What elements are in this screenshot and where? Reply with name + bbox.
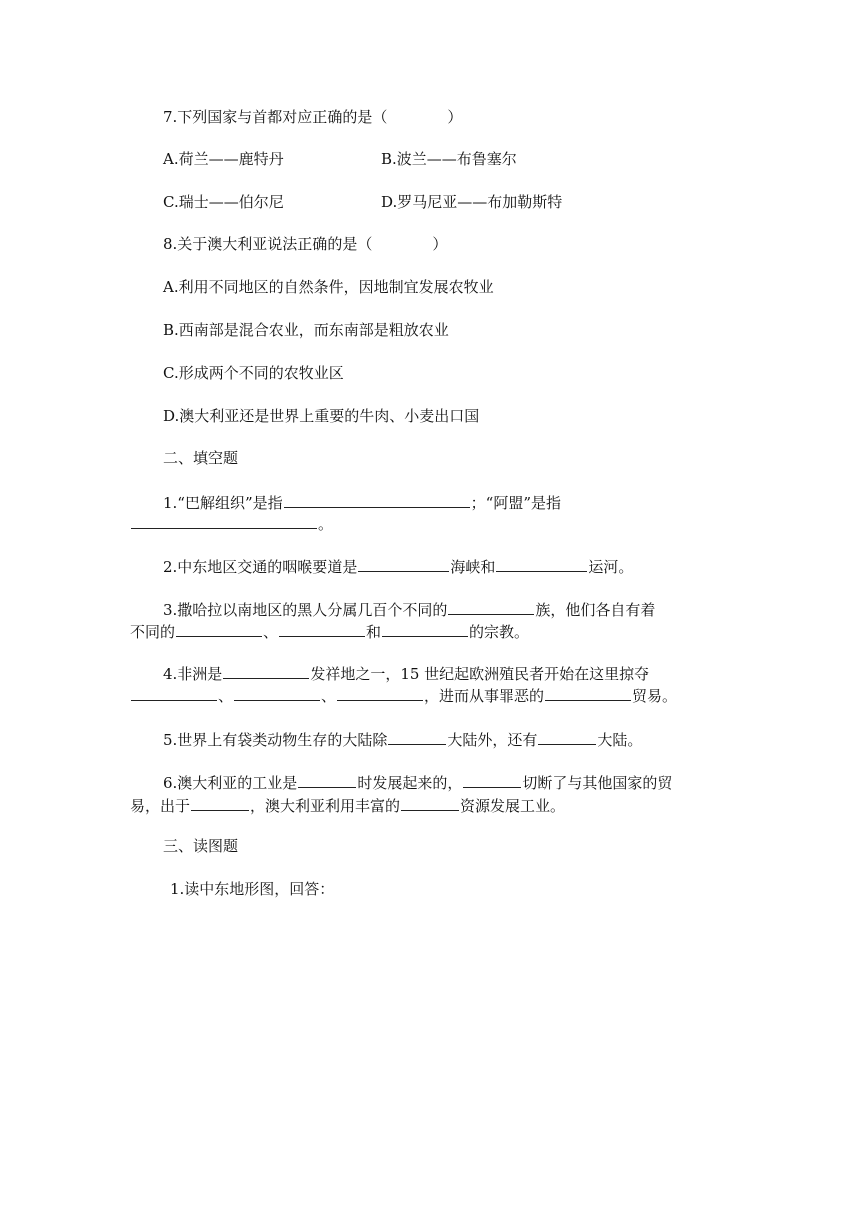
- fill-4-line1: [163, 662, 649, 684]
- fill-4-blank-1[interactable]: [223, 662, 309, 679]
- fill-4-blank-4[interactable]: [337, 684, 423, 701]
- fill-2-text: 运河。: [588, 558, 634, 576]
- fill-2-text: 2.中东地区交通的咽喉要道是: [163, 558, 358, 576]
- fill-3-line1: [163, 598, 655, 620]
- fill-3-blank-1[interactable]: [448, 598, 534, 615]
- fill-3-text: 族，他们各自有着: [535, 601, 656, 619]
- fill-1-text: ；“阿盟”是指: [470, 494, 561, 512]
- fill-3-text: 3.撒哈拉以南地区的黑人分属几百个不同的: [163, 601, 448, 619]
- fill-6-blank-1[interactable]: [298, 771, 356, 788]
- fill-1-blank-1[interactable]: [284, 491, 470, 508]
- fill-4-text: 发祥地之一，15 世纪起欧洲殖民者开始在这里掠夺: [310, 665, 650, 683]
- fill-2-text: 海峡和: [450, 558, 496, 576]
- fill-6-text: 资源发展工业。: [460, 797, 566, 815]
- fill-4-blank-5[interactable]: [545, 684, 631, 701]
- fill-6-text: 6.澳大利亚的工业是: [163, 774, 298, 792]
- fill-3-text: 和: [366, 623, 382, 641]
- fill-6-text: 时发展起来的，: [357, 774, 463, 792]
- fill-4-blank-3[interactable]: [234, 684, 320, 701]
- fill-1-blank-2[interactable]: [131, 512, 317, 529]
- fill-1-text: 。: [318, 515, 334, 533]
- q7-option-b: B.波兰——布鲁塞尔: [381, 150, 517, 168]
- q8-option-a: A.利用不同地区的自然条件，因地制宜发展农牧业: [163, 278, 494, 296]
- section3-title: 三、读图题: [163, 837, 239, 855]
- fill-3-text: 的宗教。: [469, 623, 530, 641]
- fill-4-text: 、: [321, 687, 337, 705]
- q7-option-a: A.荷兰——鹿特丹: [163, 150, 284, 168]
- fill-4-text: ，进而从事罪恶的: [424, 687, 545, 705]
- q8-option-d: D.澳大利亚还是世界上重要的牛肉、小麦出口国: [163, 407, 480, 425]
- fill-1-line1: [163, 491, 561, 513]
- fill-6-text: ，澳大利亚利用丰富的: [250, 797, 401, 815]
- read-1-stem: 1.读中东地形图，回答：: [170, 880, 335, 898]
- fill-6-text: 易，出于: [130, 797, 191, 815]
- fill-5-line: [163, 728, 642, 750]
- fill-5-text: 5.世界上有袋类动物生存的大陆除: [163, 731, 388, 749]
- fill-4-text: 贸易。: [632, 687, 678, 705]
- fill-4-text: 、: [218, 687, 234, 705]
- fill-5-text: 大陆外，还有: [447, 731, 538, 749]
- fill-4-text: 4.非洲是: [163, 665, 223, 683]
- fill-2-blank-2[interactable]: [496, 555, 587, 572]
- fill-5-blank-1[interactable]: [388, 728, 446, 745]
- fill-6-blank-3[interactable]: [191, 794, 249, 811]
- fill-6-line1: [163, 771, 672, 793]
- fill-1-text: 1.“巴解组织”是指: [163, 494, 283, 512]
- fill-3-blank-3[interactable]: [279, 620, 365, 637]
- fill-3-blank-4[interactable]: [382, 620, 468, 637]
- q7-option-c: C.瑞士——伯尔尼: [163, 193, 284, 211]
- fill-5-text: 大陆。: [597, 731, 643, 749]
- section2-title: 二、填空题: [163, 449, 239, 467]
- q7-option-d: D.罗马尼亚——布加勒斯特: [381, 193, 563, 211]
- fill-2-line: [163, 555, 633, 577]
- q8-stem: 8.关于澳大利亚说法正确的是（ ）: [163, 235, 448, 253]
- fill-6-line2: [130, 794, 565, 816]
- fill-6-text: 切断了与其他国家的贸: [522, 774, 673, 792]
- q7-stem: 7.下列国家与首都对应正确的是（ ）: [163, 108, 463, 126]
- fill-6-blank-4[interactable]: [401, 794, 459, 811]
- fill-4-line2: [130, 684, 677, 706]
- fill-3-text: 不同的: [130, 623, 176, 641]
- fill-2-blank-1[interactable]: [358, 555, 449, 572]
- fill-3-text: 、: [263, 623, 279, 641]
- fill-3-line2: [130, 620, 529, 642]
- fill-1-line2: [130, 512, 333, 534]
- fill-3-blank-2[interactable]: [176, 620, 262, 637]
- q8-option-b: B.西南部是混合农业，而东南部是粗放农业: [163, 321, 449, 339]
- q8-option-c: C.形成两个不同的农牧业区: [163, 364, 344, 382]
- fill-6-blank-2[interactable]: [463, 771, 521, 788]
- fill-5-blank-2[interactable]: [538, 728, 596, 745]
- fill-4-blank-2[interactable]: [131, 684, 217, 701]
